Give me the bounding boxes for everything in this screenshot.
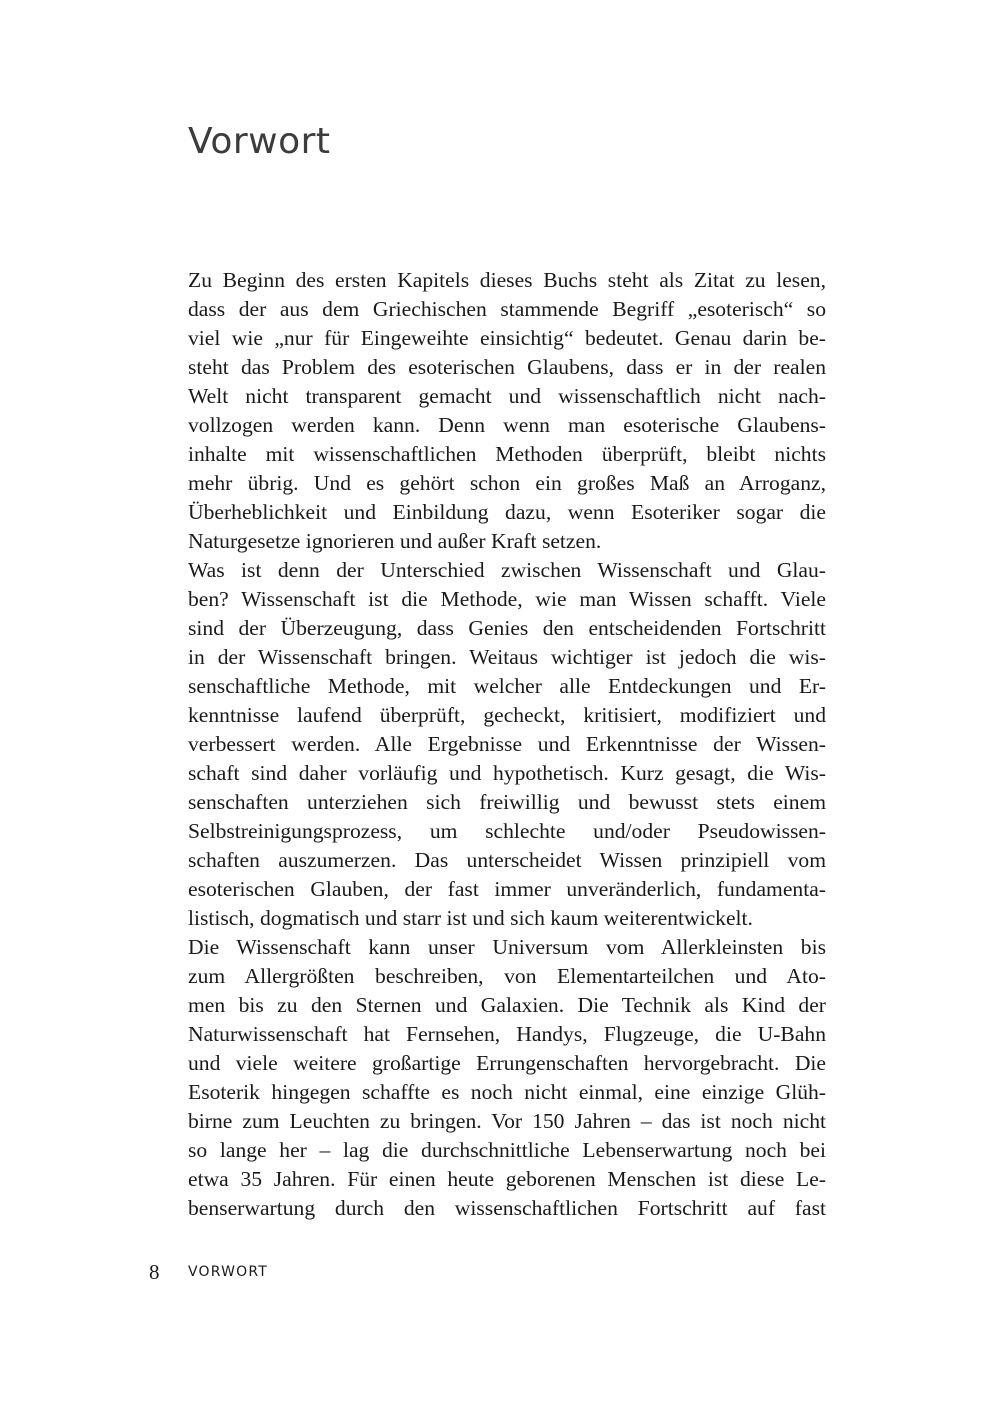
text-line: benserwartung durch den wissenschaftlichen Fortschritt auf fast	[188, 1196, 826, 1220]
body-text	[188, 266, 826, 1223]
text-line: Was ist denn der Unterschied zwischen Wissenschaft und Glau-	[188, 558, 826, 582]
text-line: birne zum Leuchten zu bringen. Vor 150 Jahren – das ist noch nicht	[188, 1109, 826, 1133]
text-line: und viele weitere großartige Errungenschaften hervorgebracht. Die	[188, 1051, 826, 1075]
text-line: senschaften unterziehen sich freiwillig und bewusst stets einem	[188, 790, 826, 814]
text-line: schaft sind daher vorläufig und hypothetisch. Kurz gesagt, die Wis-	[188, 761, 826, 785]
text-line: senschaftliche Methode, mit welcher alle Entdeckungen und Er-	[188, 674, 826, 698]
text-line: vollzogen werden kann. Denn wenn man esoterische Glaubens-	[188, 413, 826, 437]
text-line: verbessert werden. Alle Ergebnisse und Erkenntnisse der Wissen-	[188, 732, 826, 756]
text-line: Überheblichkeit und Einbildung dazu, wenn Esoteriker sogar die	[188, 500, 826, 524]
text-line: steht das Problem des esoterischen Glaubens, dass er in der realen	[188, 355, 826, 379]
text-line: ben? Wissenschaft ist die Methode, wie man Wissen schafft. Viele	[188, 587, 826, 611]
page-footer	[0, 1258, 1000, 1288]
text-line: Die Wissenschaft kann unser Universum vom Allerkleinsten bis	[188, 935, 826, 959]
text-line: Zu Beginn des ersten Kapitels dieses Buchs steht als Zitat zu lesen,	[188, 268, 826, 292]
text-line: esoterischen Glauben, der fast immer unveränderlich, fundamenta-	[188, 877, 826, 901]
text-line: schaften auszumerzen. Das unterscheidet Wissen prinzipiell vom	[188, 848, 826, 872]
text-line: Selbstreinigungsprozess, um schlechte und/oder Pseudowissen-	[188, 819, 826, 843]
paragraph-2	[188, 556, 826, 933]
text-line: inhalte mit wissenschaftlichen Methoden überprüft, bleibt nichts	[188, 442, 826, 466]
text-line: viel wie „nur für Eingeweihte einsichtig“ bedeutet. Genau darin be-	[188, 326, 826, 350]
paragraph-3	[188, 933, 826, 1223]
text-line: listisch, dogmatisch und starr ist und sich kaum weiterentwickelt.	[188, 906, 753, 930]
text-line: Welt nicht transparent gemacht und wissenschaftlich nicht nach-	[188, 384, 826, 408]
text-line: Naturgesetze ignorieren und außer Kraft setzen.	[188, 529, 602, 553]
running-head: VORWORT	[188, 1264, 269, 1280]
text-line: Esoterik hingegen schaffte es noch nicht einmal, eine einzige Glüh-	[188, 1080, 826, 1104]
page-number: 8	[149, 1260, 160, 1284]
text-line: in der Wissenschaft bringen. Weitaus wichtiger ist jedoch die wis-	[188, 645, 826, 669]
text-line: dass der aus dem Griechischen stammende Begriff „esoterisch“ so	[188, 297, 826, 321]
text-line: etwa 35 Jahren. Für einen heute geborenen Menschen ist diese Le-	[188, 1167, 826, 1191]
paragraph-1	[188, 266, 826, 556]
text-line: sind der Überzeugung, dass Genies den entscheidenden Fortschritt	[188, 616, 826, 640]
text-line: so lange her – lag die durchschnittliche Lebenserwartung noch bei	[188, 1138, 826, 1162]
chapter-title: Vorwort	[188, 121, 331, 162]
text-line: Naturwissenschaft hat Fernsehen, Handys, Flugzeuge, die U-Bahn	[188, 1022, 826, 1046]
text-line: zum Allergrößten beschreiben, von Elementarteilchen und Ato-	[188, 964, 826, 988]
text-line: kenntnisse laufend überprüft, gecheckt, kritisiert, modifiziert und	[188, 703, 826, 727]
text-line: men bis zu den Sternen und Galaxien. Die Technik als Kind der	[188, 993, 826, 1017]
text-line: mehr übrig. Und es gehört schon ein großes Maß an Arroganz,	[188, 471, 826, 495]
